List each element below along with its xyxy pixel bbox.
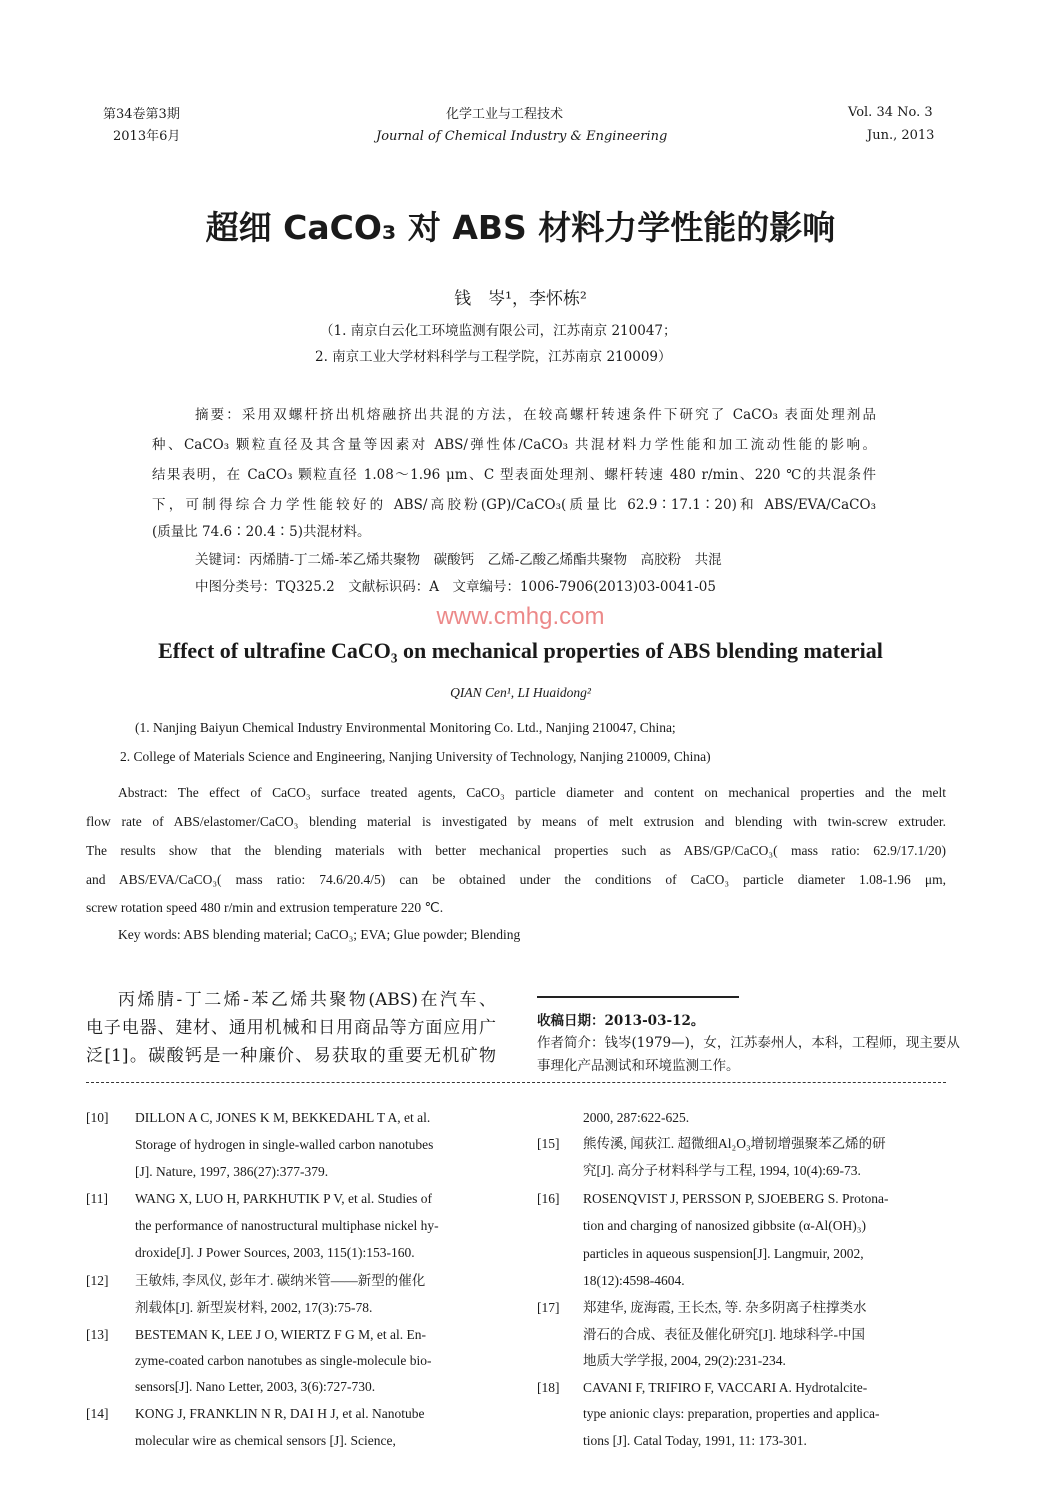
reference-text: 剂载体[J]. 新型炭材料, 2002, 17(3):75-78. <box>135 1300 373 1315</box>
reference-label: [18] <box>537 1380 560 1395</box>
reference-label: [14] <box>86 1406 109 1421</box>
abstract-zh-line: 结果表明，在 CaCO₃ 颗粒直径 1.08～1.96 μm、C 型表面处理剂、螺杆转速 480 r/min、220 ℃的共混条件 <box>152 467 876 483</box>
reference-label: [16] <box>537 1191 560 1206</box>
reference-text: 熊传溪, 闻荻江. 超微细Al₂O₃增韧增强聚苯乙烯的研 <box>583 1136 886 1151</box>
header-date-en: Jun., 2013 <box>867 128 935 143</box>
reference-label: [13] <box>86 1327 109 1342</box>
authors-en: QIAN Cen¹, LI Huaidong² <box>450 685 591 700</box>
reference-text: the performance of nanostructural multiphase nickel hy- <box>135 1218 439 1233</box>
reference-label: [11] <box>86 1191 108 1206</box>
title-zh: 超细 CaCO₃ 对 ABS 材料力学性能的影响 <box>205 208 836 247</box>
header-volume-zh: 第34卷第3期 <box>103 107 180 122</box>
abstract-en-line: and ABS/EVA/CaCO₃( mass ratio: 74.6/20.4/5) can be obtained under the conditions of CaCO₃ particle diameter 1.08-1.96 μm, <box>86 872 946 887</box>
abstract-en-line: Abstract: The effect of CaCO₃ surface treated agents, CaCO₃ particle diameter and content on mechanical properties and the melt <box>118 785 946 800</box>
abstract-zh-line: 摘要：采用双螺杆挤出机熔融挤出共混的方法，在较高螺杆转速条件下研究了 CaCO₃ 表面处理剂品 <box>195 407 876 423</box>
authors-zh: 钱 岑¹，李怀栋² <box>454 289 587 309</box>
abstract-en-line: screw rotation speed 480 r/min and extrusion temperature 220 ℃. <box>86 900 444 915</box>
reference-label: [12] <box>86 1273 109 1288</box>
reference-text: type anionic clays: preparation, properties and applica- <box>583 1406 880 1421</box>
header-journal-zh: 化学工业与工程技术 <box>446 107 564 122</box>
reference-text: 究[J]. 高分子材料科学与工程, 1994, 10(4):69-73. <box>583 1163 861 1178</box>
reference-label: [15] <box>537 1136 560 1151</box>
abstract-en-line: The results show that the blending materials with better mechanical properties such as ABS/GP/CaCO₃( mass ratio: 62.9/17.1/20) <box>86 843 946 858</box>
reference-text: sensors[J]. Nano Letter, 2003, 3(6):727-730. <box>135 1379 376 1394</box>
watermark: www.cmhg.com <box>436 603 605 630</box>
reference-text: particles in aqueous suspension[J]. Langmuir, 2002, <box>583 1246 864 1261</box>
title-en: Effect of ultrafine CaCO₃ on mechanical properties of ABS blending material <box>158 638 883 663</box>
author-bio: 作者简介：钱岑(1979—)，女，江苏泰州人，本科，工程师，现主要从 <box>537 1035 960 1051</box>
body-text-line: 泛[1]。碳酸钙是一种廉价、易获取的重要无机矿物 <box>86 1046 496 1066</box>
keywords-en: Key words: ABS blending material; CaCO₃; EVA; Glue powder; Blending <box>118 927 521 942</box>
reference-text: 郑建华, 庞海霞, 王长杰, 等. 杂多阴离子柱撑类水 <box>583 1300 867 1315</box>
affiliation-zh-1: （1. 南京白云化工环境监测有限公司，江苏南京 210047； <box>320 323 677 339</box>
body-text-line: 电子电器、建材、通用机械和日用商品等方面应用广 <box>86 1018 496 1038</box>
reference-text: molecular wire as chemical sensors [J]. Science, <box>135 1433 396 1448</box>
affiliation-zh-2: 2. 南京工业大学材料科学与工程学院，江苏南京 210009） <box>315 349 672 365</box>
reference-text: KONG J, FRANKLIN N R, DAI H J, et al. Nanotube <box>135 1406 425 1421</box>
body-text-line: 丙烯腈-丁二烯-苯乙烯共聚物(ABS)在汽车、 <box>118 990 496 1010</box>
reference-text: droxide[J]. J Power Sources, 2003, 115(1):153-160. <box>135 1245 415 1260</box>
reference-text: zyme-coated carbon nanotubes as single-molecule bio- <box>135 1353 432 1368</box>
reference-label: [17] <box>537 1300 560 1315</box>
reference-text: tion and charging of nanosized gibbsite (α-Al(OH)₃) <box>583 1218 866 1233</box>
abstract-zh-line: (质量比 74.6∶20.4∶5)共混材料。 <box>152 524 371 540</box>
reference-text: Storage of hydrogen in single-walled carbon nanotubes <box>135 1137 434 1152</box>
keywords-zh: 关键词：丙烯腈-丁二烯-苯乙烯共聚物 碳酸钙 乙烯-乙酸乙烯酯共聚物 高胶粉 共混 <box>195 552 722 568</box>
abstract-en-line: flow rate of ABS/elastomer/CaCO₃ blending material is investigated by means of melt extrusion and blending with twin-screw extruder. <box>86 814 946 829</box>
reference-text: DILLON A C, JONES K M, BEKKEDAHL T A, et al. <box>135 1110 431 1125</box>
reference-text: 滑石的合成、表征及催化研究[J]. 地球科学-中国 <box>583 1327 865 1342</box>
author-bio: 事理化产品测试和环境监测工作。 <box>537 1058 740 1074</box>
reference-text: 地质大学学报, 2004, 29(2):231-234. <box>583 1353 786 1368</box>
classification-zh: 中图分类号：TQ325.2 文献标识码：A 文章编号：1006-7906(2013)03-0041-05 <box>195 579 716 595</box>
reference-text: WANG X, LUO H, PARKHUTIK P V, et al. Studies of <box>135 1191 433 1206</box>
header-date-zh: 2013年6月 <box>113 129 181 144</box>
reference-label: [10] <box>86 1110 109 1125</box>
header-volume-en: Vol. 34 No. 3 <box>848 105 933 120</box>
affiliation-en-1: (1. Nanjing Baiyun Chemical Industry Environmental Monitoring Co. Ltd., Nanjing 210047, China; <box>135 720 676 735</box>
reference-text: CAVANI F, TRIFIRO F, VACCARI A. Hydrotalcite- <box>583 1380 868 1395</box>
reference-text: BESTEMAN K, LEE J O, WIERTZ F G M, et al. En- <box>135 1327 427 1342</box>
reference-text: 2000, 287:622-625. <box>583 1110 690 1125</box>
abstract-zh-line: 种、CaCO₃ 颗粒直径及其含量等因素对 ABS/弹性体/CaCO₃ 共混材料力学性能和加工流动性能的影响。 <box>152 437 876 453</box>
reference-text: 王敏炜, 李凤仪, 彭年才. 碳纳米管——新型的催化 <box>135 1273 426 1288</box>
abstract-zh-line: 下，可制得综合力学性能较好的 ABS/高胶粉(GP)/CaCO₃(质量比 62.9∶17.1∶20)和 ABS/EVA/CaCO₃ <box>152 497 876 513</box>
footnote-rule <box>537 996 739 998</box>
affiliation-en-2: 2. College of Materials Science and Engineering, Nanjing University of Technology, Nanjing 210009, China) <box>120 749 711 764</box>
column-divider <box>86 1082 946 1083</box>
received-date: 收稿日期：2013-03-12。 <box>537 1013 705 1029</box>
reference-text: tions [J]. Catal Today, 1991, 11: 173-301. <box>583 1433 807 1448</box>
reference-text: [J]. Nature, 1997, 386(27):377-379. <box>135 1164 329 1179</box>
reference-text: 18(12):4598-4604. <box>583 1273 685 1288</box>
reference-text: ROSENQVIST J, PERSSON P, SJOEBERG S. Protona- <box>583 1191 889 1206</box>
header-journal-en: Journal of Chemical Industry & Engineering <box>376 129 668 144</box>
